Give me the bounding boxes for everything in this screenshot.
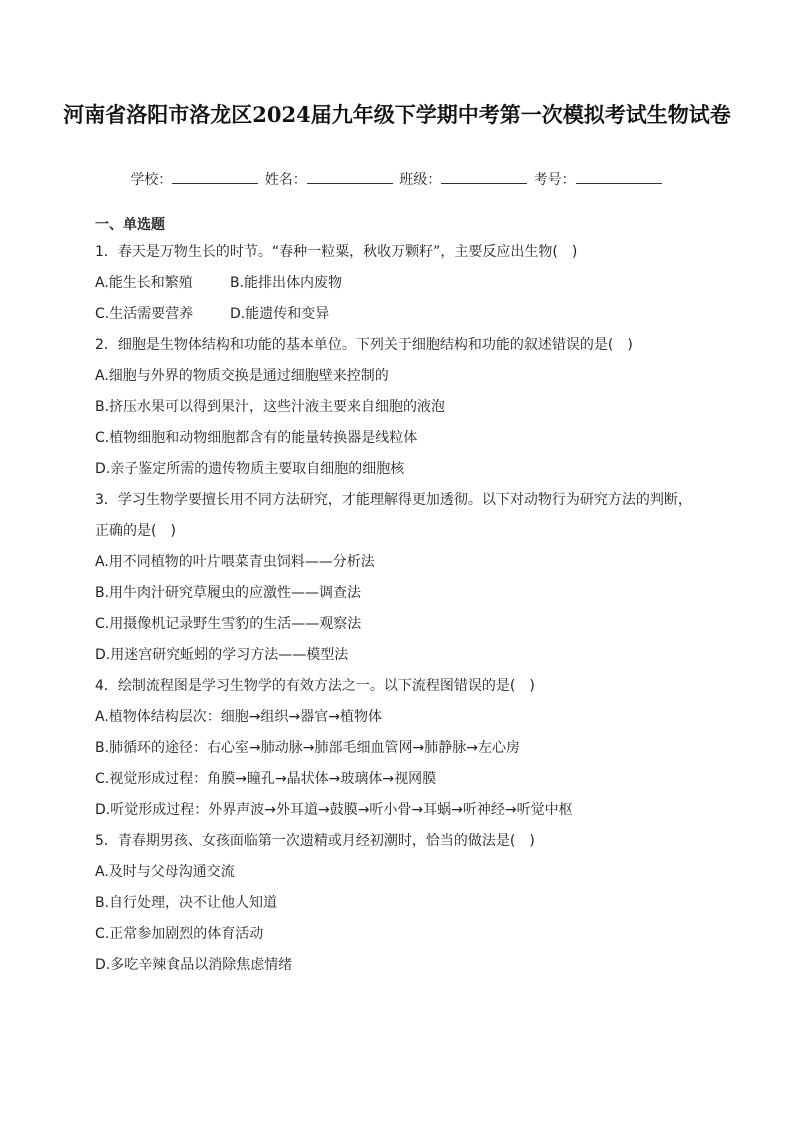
question-4 [95,671,705,826]
question-3-option-b: B.用牛肉汁研究草履虫的应激性——调查法 [95,585,362,601]
question-2-option-d: D.亲子鉴定所需的遗传物质主要取自细胞的细胞核 [95,461,405,477]
question-1-option-c: C.生活需要营养 [95,306,194,322]
question-1-options-row-1 [95,268,705,299]
question-4-stem: 4．绘制流程图是学习生物学的有效方法之一。以下流程图错误的是( ) [95,678,535,694]
school-label: 学校： [130,172,173,188]
question-5-option-d: D.多吃辛辣食品以消除焦虑情绪 [95,957,293,973]
question-4-option-c: C.视觉形成过程：角膜→瞳孔→晶状体→玻璃体→视网膜 [95,771,437,787]
question-2-option-c: C.植物细胞和动物细胞都含有的能量转换器是线粒体 [95,430,418,446]
question-1-option-a: A.能生长和繁殖 [95,275,193,291]
exam-number-field [534,168,664,192]
question-2-option-b: B.挤压水果可以得到果汁，这些汁液主要来自细胞的液泡 [95,399,446,415]
question-5-option-b: B.自行处理，决不让他人知道 [95,895,278,911]
question-3-option-a: A.用不同植物的叶片喂菜青虫饲料——分析法 [95,554,375,570]
student-info-row [0,168,794,192]
question-2-stem: 2．细胞是生物体结构和功能的基本单位。下列关于细胞结构和功能的叙述错误的是( ) [95,337,633,353]
exam-number-blank [576,168,662,184]
name-blank [307,168,393,184]
name-label: 姓名： [264,172,307,188]
question-1-option-b: B.能排出体内废物 [230,275,343,291]
question-3-stem: 3．学习生物学要擅长用不同方法研究，才能理解得更加透彻。以下对动物行为研究方法的判断，正确的是( ) [95,492,692,539]
question-2 [95,330,705,485]
exam-number-label: 考号： [533,172,576,188]
class-label: 班级： [399,172,442,188]
question-5 [95,826,705,981]
question-1-options-row-2 [95,299,705,330]
question-3-option-c: C.用摄像机记录野生雪豹的生活——观察法 [95,616,362,632]
school-blank [172,168,258,184]
exam-content [95,215,705,981]
question-4-option-d: D.听觉形成过程：外界声波→外耳道→鼓膜→听小骨→耳蜗→听神经→听觉中枢 [95,802,573,818]
question-1 [95,237,705,330]
question-5-option-a: A.及时与父母沟通交流 [95,864,235,880]
question-4-option-a: A.植物体结构层次：细胞→组织→器官→植物体 [95,709,382,725]
question-1-option-d: D.能遗传和变异 [230,306,330,322]
question-2-option-a: A.细胞与外界的物质交换是通过细胞壁来控制的 [95,368,389,384]
question-1-stem: 1．春天是万物生长的时节。“春种一粒粟，秋收万颗籽”，主要反应出生物( ) [95,244,578,260]
question-3-option-d: D.用迷宫研究蚯蚓的学习方法——模型法 [95,647,349,663]
question-5-option-c: C.正常参加剧烈的体育活动 [95,926,264,942]
question-4-option-b: B.肺循环的途径：右心室→肺动脉→肺部毛细血管网→肺静脉→左心房 [95,740,520,756]
question-5-stem: 5．青春期男孩、女孩面临第一次遗精或月经初潮时，恰当的做法是( ) [95,833,535,849]
question-3 [95,485,705,671]
school-field [130,168,260,192]
section-heading: 一、单选题 [95,217,165,233]
exam-title: 河南省洛阳市洛龙区2024届九年级下学期中考第一次模拟考试生物试卷 [63,102,731,127]
class-blank [441,168,527,184]
class-field [399,168,529,192]
name-field [265,168,395,192]
